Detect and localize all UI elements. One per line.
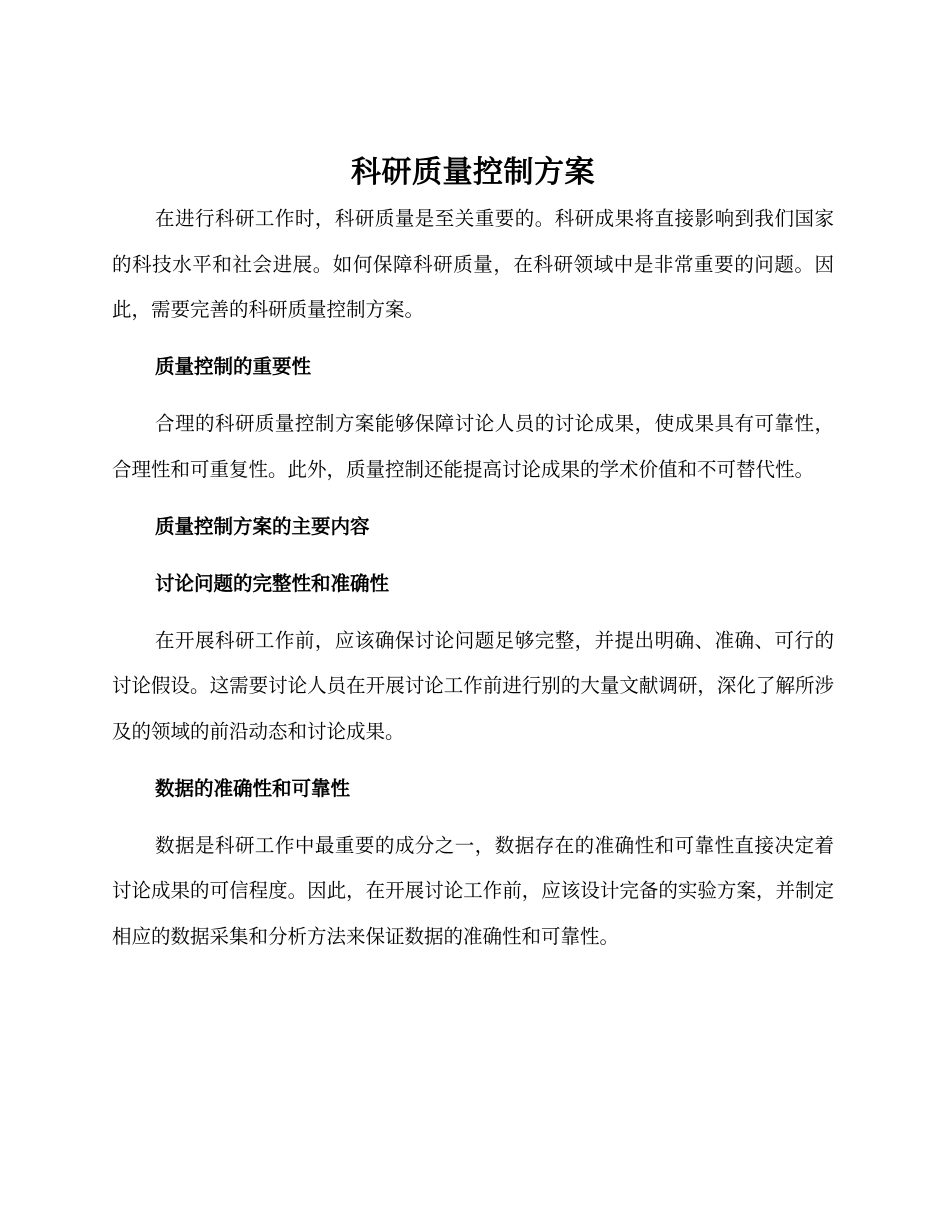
section-heading-question-completeness: 讨论问题的完整性和准确性 [155, 571, 390, 595]
data-accuracy-paragraph: 数据是科研工作中最重要的成分之一，数据存在的准确性和可靠性直接决定着讨论成果的可信程度。因此，在开展讨论工作前，应该设计完备的实验方案，并制定相应的数据采集和分析方法来保证数据的准确性和可靠性。 [112, 833, 834, 948]
intro-paragraph: 在进行科研工作时，科研质量是至关重要的。科研成果将直接影响到我们国家的科技水平和社会进展。如何保障科研质量，在科研领域中是非常重要的问题。因此，需要完善的科研质量控制方案。 [112, 207, 834, 321]
document-body [112, 150, 834, 959]
importance-paragraph: 合理的科研质量控制方案能够保障讨论人员的讨论成果，使成果具有可靠性，合理性和可重复性。此外，质量控制还能提高讨论成果的学术价值和不可替代性。 [112, 412, 834, 481]
question-completeness-paragraph: 在开展科研工作前，应该确保讨论问题足够完整，并提出明确、准确、可行的讨论假设。这需要讨论人员在开展讨论工作前进行别的大量文献调研，深化了解所涉及的领域的前沿动态和讨论成果。 [112, 628, 834, 743]
section-heading-importance: 质量控制的重要性 [155, 355, 312, 378]
section-heading-data-accuracy: 数据的准确性和可靠性 [155, 776, 351, 800]
section-heading-main-content: 质量控制方案的主要内容 [155, 514, 370, 538]
document-title: 科研质量控制方案 [351, 155, 595, 190]
